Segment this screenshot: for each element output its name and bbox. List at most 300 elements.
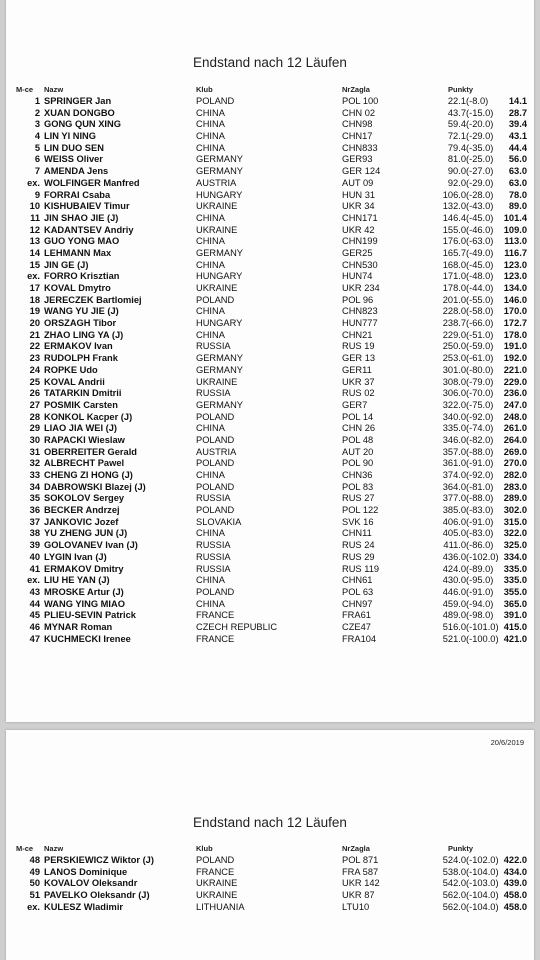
total-cell: 236.0	[503, 388, 527, 399]
points-cell: 171.0	[442, 271, 466, 282]
points-cell: 346.0	[442, 434, 466, 445]
discard-cell: (-102.0)	[466, 855, 499, 865]
rank-cell: 17	[29, 283, 40, 293]
table-row	[6, 96, 534, 108]
club-cell: FRANCE	[196, 610, 235, 621]
discard-cell: (-82.0)	[466, 434, 494, 445]
points-cell: 424.0	[442, 563, 466, 574]
table-row	[6, 119, 534, 131]
rank-cell: 38	[29, 528, 40, 539]
rank-cell: 45	[29, 610, 40, 621]
discard-cell: (-98.0)	[466, 610, 494, 621]
table-row	[6, 878, 534, 890]
points-cell: 340.0	[442, 411, 466, 422]
club-cell: GERMANY	[196, 166, 244, 177]
total-cell: 334.0	[503, 551, 527, 562]
header-club: Klub	[196, 85, 213, 94]
table-row	[6, 225, 534, 237]
table-row	[6, 435, 534, 447]
discard-cell: (-35.0)	[466, 142, 494, 153]
rank-cell: 3	[34, 119, 40, 130]
table-row	[6, 306, 534, 318]
total-cell: 109.0	[503, 224, 527, 235]
points-cell: 562.0	[442, 901, 466, 912]
name-cell: SOKOLOV Sergey	[44, 493, 125, 504]
total-cell: 355.0	[503, 586, 527, 597]
table-row	[6, 855, 534, 867]
page-title: Endstand nach 12 Läufen	[193, 815, 347, 830]
rank-cell: ex.	[27, 177, 40, 188]
discard-cell: (-83.0)	[466, 505, 494, 516]
rank-cell: 34	[29, 481, 40, 492]
table-row	[6, 505, 534, 517]
rank-cell: 37	[29, 516, 40, 527]
points-cell: 322.0	[442, 399, 466, 410]
sail-number-cell: POL 14	[342, 411, 374, 422]
name-cell: KUCHMECKI Irenee	[44, 633, 131, 644]
discard-cell: (-70.0)	[466, 388, 494, 399]
discard-cell: (-92.0)	[466, 470, 494, 480]
table-row	[6, 470, 534, 482]
name-cell: OBERREITER Gerald	[44, 446, 137, 457]
rank-cell: ex.	[27, 271, 40, 282]
club-cell: RUSSIA	[196, 493, 231, 504]
total-cell: 335.0	[503, 563, 527, 574]
sail-number-cell: GER 124	[342, 166, 381, 177]
table-row	[6, 154, 534, 166]
table-row	[6, 283, 534, 295]
discard-cell: (-45.0)	[466, 212, 494, 223]
total-cell: 434.0	[503, 866, 527, 877]
rank-cell: ex.	[27, 901, 40, 912]
table-row	[6, 213, 534, 225]
sail-number-cell: POL 63	[342, 586, 374, 597]
total-cell: 101.4	[503, 212, 527, 223]
table-row	[6, 330, 534, 342]
total-cell: 415.0	[503, 621, 527, 632]
total-cell: 134.0	[503, 283, 527, 293]
points-cell: 168.0	[442, 259, 466, 270]
sail-number-cell: POL 96	[342, 294, 374, 305]
header-sail-number: NrZagla	[342, 844, 370, 853]
total-cell: 269.0	[503, 446, 527, 457]
name-cell: JIN SHAO JIE (J)	[44, 212, 119, 223]
sail-number-cell: FRA104	[342, 633, 377, 644]
name-cell: WOLFINGER Manfred	[44, 177, 140, 188]
club-cell: CHINA	[196, 212, 225, 223]
name-cell: WANG YING MIAO	[44, 598, 125, 609]
name-cell: ROPKE Udo	[44, 364, 98, 375]
club-cell: RUSSIA	[196, 388, 231, 399]
points-cell: 516.0	[442, 621, 466, 632]
total-cell: 172.7	[503, 318, 527, 329]
total-cell: 283.0	[503, 481, 527, 492]
club-cell: CHINA	[196, 598, 225, 609]
club-cell: POLAND	[196, 586, 235, 597]
points-cell: 430.0	[442, 575, 466, 586]
header-club: Klub	[196, 844, 213, 853]
name-cell: KADANTSEV Andriy	[44, 224, 134, 235]
discard-cell: (-104.0)	[466, 901, 499, 912]
points-cell: 542.0	[442, 878, 466, 889]
points-cell: 364.0	[442, 481, 466, 492]
name-cell: JIN GE (J)	[44, 259, 89, 270]
sail-number-cell: GER7	[342, 399, 368, 410]
rank-cell: 32	[29, 458, 40, 469]
name-cell: BECKER Andrzej	[44, 505, 120, 516]
club-cell: FRANCE	[196, 866, 235, 877]
discard-cell: (-27.0)	[466, 166, 494, 177]
name-cell: TATARKIN Dmitrii	[44, 388, 122, 399]
club-cell: GERMANY	[196, 353, 244, 364]
sail-number-cell: CHN530	[342, 259, 378, 270]
sail-number-cell: LTU10	[342, 901, 370, 912]
rank-cell: 2	[34, 107, 40, 118]
total-cell: 458.0	[503, 901, 527, 912]
points-cell: 308.0	[442, 376, 466, 387]
club-cell: CHINA	[196, 329, 225, 340]
club-cell: UKRAINE	[196, 878, 238, 889]
sail-number-cell: UKR 142	[342, 878, 380, 889]
sail-number-cell: HUN74	[342, 271, 373, 282]
club-cell: GERMANY	[196, 399, 244, 410]
name-cell: GOLOVANEV Ivan (J)	[44, 540, 138, 551]
total-cell: 123.0	[503, 259, 527, 270]
club-cell: RUSSIA	[196, 540, 231, 551]
rank-cell: 12	[29, 224, 40, 235]
discard-cell: (-43.0)	[466, 201, 494, 212]
club-cell: POLAND	[196, 96, 235, 106]
rank-cell: 35	[29, 493, 40, 504]
table-row	[6, 902, 534, 914]
rank-cell: 39	[29, 540, 40, 551]
total-cell: 146.0	[503, 294, 527, 305]
name-cell: LIAO JIA WEI (J)	[44, 423, 117, 434]
sail-number-cell: CHN 26	[342, 423, 376, 434]
discard-cell: (-91.0)	[466, 586, 494, 597]
table-row	[6, 599, 534, 611]
points-cell: 165.7	[442, 247, 466, 258]
name-cell: LANOS Dominique	[44, 866, 128, 877]
discard-cell: (-75.0)	[466, 399, 494, 410]
total-cell: 335.0	[503, 575, 527, 586]
table-row	[6, 190, 534, 202]
name-cell: AMENDA Jens	[44, 166, 109, 177]
sail-number-cell: UKR 34	[342, 201, 375, 212]
table-row	[6, 517, 534, 529]
total-cell: 221.0	[503, 364, 527, 375]
discard-cell: (-49.0)	[466, 247, 494, 258]
sail-number-cell: CZE47	[342, 621, 371, 632]
points-cell: 406.0	[442, 516, 466, 527]
club-cell: POLAND	[196, 481, 235, 492]
discard-cell: (-44.0)	[466, 283, 494, 293]
total-cell: 247.0	[503, 399, 527, 410]
discard-cell: (-46.0)	[466, 224, 494, 235]
discard-cell: (-59.0)	[466, 341, 494, 352]
discard-cell: (-63.0)	[466, 236, 494, 247]
rank-cell: 49	[29, 866, 40, 877]
points-cell: 92.0	[447, 177, 466, 188]
results-page-2	[6, 730, 534, 960]
sail-number-cell: SVK 16	[342, 516, 374, 527]
discard-cell: (-61.0)	[466, 353, 494, 364]
points-cell: 521.0	[442, 633, 466, 644]
sail-number-cell: CHN199	[342, 236, 378, 247]
rank-cell: 31	[29, 446, 40, 457]
points-cell: 524.0	[442, 855, 466, 865]
table-row	[6, 540, 534, 552]
club-cell: CHINA	[196, 259, 225, 270]
sail-number-cell: CHN823	[342, 306, 378, 317]
table-row	[6, 622, 534, 634]
sail-number-cell: CHN 02	[342, 107, 376, 118]
total-cell: 422.0	[503, 855, 527, 865]
sail-number-cell: POL 100	[342, 96, 379, 106]
total-cell: 116.7	[504, 247, 527, 258]
club-cell: HUNGARY	[196, 189, 243, 200]
table-row	[6, 400, 534, 412]
sail-number-cell: RUS 02	[342, 388, 375, 399]
name-cell: ZHAO LING YA (J)	[44, 329, 124, 340]
table-row	[6, 587, 534, 599]
total-cell: 315.0	[503, 516, 527, 527]
points-cell: 361.0	[442, 458, 466, 469]
club-cell: GERMANY	[196, 154, 244, 165]
sail-number-cell: CHN171	[342, 212, 378, 223]
total-cell: 365.0	[503, 598, 527, 609]
discard-cell: (-91.0)	[466, 458, 494, 469]
rank-cell: 4	[34, 131, 40, 142]
rank-cell: 19	[29, 306, 40, 317]
table-row	[6, 493, 534, 505]
table-row	[6, 552, 534, 564]
name-cell: RAPACKI Wieslaw	[44, 434, 125, 445]
total-cell: 28.7	[508, 107, 527, 118]
points-cell: 405.0	[442, 528, 466, 539]
points-cell: 79.4	[447, 142, 466, 153]
club-cell: RUSSIA	[196, 341, 231, 352]
points-cell: 238.7	[442, 318, 466, 329]
points-cell: 250.0	[442, 341, 466, 352]
discard-cell: (-88.0)	[466, 446, 494, 457]
club-cell: POLAND	[196, 294, 235, 305]
points-cell: 201.0	[442, 294, 466, 305]
table-row	[6, 458, 534, 470]
rank-cell: 27	[29, 399, 40, 410]
club-cell: AUSTRIA	[196, 446, 237, 457]
discard-cell: (-8.0)	[466, 96, 489, 106]
rank-cell: 47	[29, 633, 40, 644]
table-row	[6, 318, 534, 330]
name-cell: LEHMANN Max	[44, 247, 112, 258]
points-cell: 229.0	[442, 329, 466, 340]
name-cell: KOVAL Andrii	[44, 376, 105, 387]
total-cell: 78.0	[508, 189, 527, 200]
name-cell: XUAN DONGBO	[44, 107, 115, 118]
points-cell: 176.0	[442, 236, 466, 247]
name-cell: SPRINGER Jan	[44, 96, 112, 106]
results-table	[6, 96, 534, 645]
total-cell: 178.0	[503, 329, 527, 340]
total-cell: 63.0	[508, 166, 527, 177]
name-cell: ORSZAGH Tibor	[44, 318, 117, 329]
total-cell: 56.0	[508, 154, 527, 165]
rank-cell: 29	[29, 423, 40, 434]
sail-number-cell: CHN98	[342, 119, 373, 130]
rank-cell: 15	[29, 259, 40, 270]
table-row	[6, 178, 534, 190]
points-cell: 132.0	[442, 201, 466, 212]
rank-cell: 11	[30, 212, 40, 223]
club-cell: CHINA	[196, 306, 225, 317]
table-row	[6, 341, 534, 353]
name-cell: KULESZ Wladimir	[44, 901, 124, 912]
club-cell: CHINA	[196, 528, 225, 539]
discard-cell: (-55.0)	[466, 294, 494, 305]
name-cell: POSMIK Carsten	[44, 399, 118, 410]
total-cell: 248.0	[503, 411, 527, 422]
sail-number-cell: CHN97	[342, 598, 373, 609]
points-cell: 538.0	[442, 866, 466, 877]
points-cell: 489.0	[442, 610, 466, 621]
name-cell: KONKOL Kacper (J)	[44, 411, 133, 422]
club-cell: CHINA	[196, 131, 225, 142]
club-cell: CHINA	[196, 423, 225, 434]
sail-number-cell: CHN17	[342, 131, 373, 142]
sail-number-cell: CHN11	[342, 528, 372, 539]
points-cell: 22.1	[447, 96, 466, 106]
club-cell: UKRAINE	[196, 201, 238, 212]
total-cell: 264.0	[503, 434, 527, 445]
table-row	[6, 365, 534, 377]
total-cell: 113.0	[504, 236, 527, 247]
sail-number-cell: GER11	[342, 364, 372, 375]
page-title: Endstand nach 12 Läufen	[193, 55, 347, 70]
rank-cell: 20	[29, 318, 40, 329]
print-date: 20/6/2019	[490, 738, 524, 747]
points-cell: 228.0	[442, 306, 466, 317]
rank-cell: 24	[29, 364, 40, 375]
total-cell: 421.0	[503, 633, 527, 644]
name-cell: RUDOLPH Frank	[44, 353, 118, 364]
table-row	[6, 634, 534, 646]
sail-number-cell: HUN 31	[342, 189, 376, 200]
total-cell: 458.0	[503, 890, 527, 901]
sail-number-cell: HUN777	[342, 318, 378, 329]
sail-number-cell: FRA61	[342, 610, 371, 621]
club-cell: SLOVAKIA	[196, 516, 242, 527]
sail-number-cell: UKR 234	[342, 283, 380, 293]
name-cell: GONG QUN XING	[44, 119, 121, 130]
club-cell: LITHUANIA	[196, 901, 245, 912]
name-cell: KOVALOV Oleksandr	[44, 878, 138, 889]
header-name: Nazw	[44, 844, 64, 853]
total-cell: 302.0	[503, 505, 527, 516]
table-row	[6, 528, 534, 540]
rank-cell: 48	[29, 855, 40, 865]
discard-cell: (-66.0)	[466, 318, 494, 329]
rank-cell: 30	[29, 434, 40, 445]
club-cell: CHINA	[196, 142, 225, 153]
discard-cell: (-101.0)	[466, 621, 499, 632]
points-cell: 253.0	[442, 353, 466, 364]
table-row	[6, 166, 534, 178]
discard-cell: (-86.0)	[466, 540, 494, 551]
points-cell: 335.0	[442, 423, 466, 434]
rank-cell: 18	[29, 294, 40, 305]
total-cell: 325.0	[503, 540, 527, 551]
sail-number-cell: GER93	[342, 154, 373, 165]
points-cell: 459.0	[442, 598, 466, 609]
total-cell: 39.4	[508, 119, 527, 130]
table-row	[6, 482, 534, 494]
table-row	[6, 564, 534, 576]
name-cell: LIU HE YAN (J)	[44, 575, 110, 586]
rank-cell: 41	[29, 563, 40, 574]
discard-cell: (-74.0)	[466, 423, 494, 434]
club-cell: CHINA	[196, 107, 225, 118]
rank-cell: 46	[29, 621, 40, 632]
club-cell: POLAND	[196, 458, 235, 469]
table-row	[6, 867, 534, 879]
rank-cell: 44	[29, 598, 40, 609]
sail-number-cell: CHN21	[342, 329, 373, 340]
rank-cell: 50	[29, 878, 40, 889]
rank-cell: 25	[29, 376, 40, 387]
name-cell: CHENG ZI HONG (J)	[44, 470, 133, 480]
table-row	[6, 248, 534, 260]
rank-cell: ex.	[27, 575, 40, 586]
sail-number-cell: GER25	[342, 247, 373, 258]
sail-number-cell: CHN833	[342, 142, 378, 153]
rank-cell: 1	[34, 96, 40, 106]
name-cell: ERMAKOV Ivan	[44, 341, 113, 352]
sail-number-cell: FRA 587	[342, 866, 379, 877]
club-cell: CHINA	[196, 119, 225, 130]
club-cell: GERMANY	[196, 364, 244, 375]
club-cell: FRANCE	[196, 633, 235, 644]
table-row	[6, 412, 534, 424]
rank-cell: 7	[34, 166, 40, 177]
table-row	[6, 143, 534, 155]
results-table	[6, 855, 534, 913]
discard-cell: (-91.0)	[466, 516, 494, 527]
rank-cell: 10	[29, 201, 40, 212]
name-cell: PAVELKO Oleksandr (J)	[44, 890, 150, 901]
points-cell: 446.0	[442, 586, 466, 597]
points-cell: 306.0	[442, 388, 466, 399]
table-row	[6, 423, 534, 435]
sail-number-cell: RUS 19	[342, 341, 375, 352]
discard-cell: (-103.0)	[466, 878, 499, 889]
points-cell: 357.0	[442, 446, 466, 457]
name-cell: FORRO Krisztian	[44, 271, 120, 282]
total-cell: 63.0	[508, 177, 527, 188]
name-cell: LIN DUO SEN	[44, 142, 104, 153]
table-row	[6, 260, 534, 272]
club-cell: POLAND	[196, 434, 235, 445]
table-row	[6, 131, 534, 143]
total-cell: 191.0	[503, 341, 527, 352]
rank-cell: 51	[29, 890, 40, 901]
discard-cell: (-15.0)	[466, 107, 494, 118]
sail-number-cell: RUS 27	[342, 493, 375, 504]
rank-cell: 22	[29, 341, 40, 352]
points-cell: 155.0	[442, 224, 466, 235]
sail-number-cell: CHN61	[342, 575, 373, 586]
name-cell: ERMAKOV Dmitry	[44, 563, 124, 574]
